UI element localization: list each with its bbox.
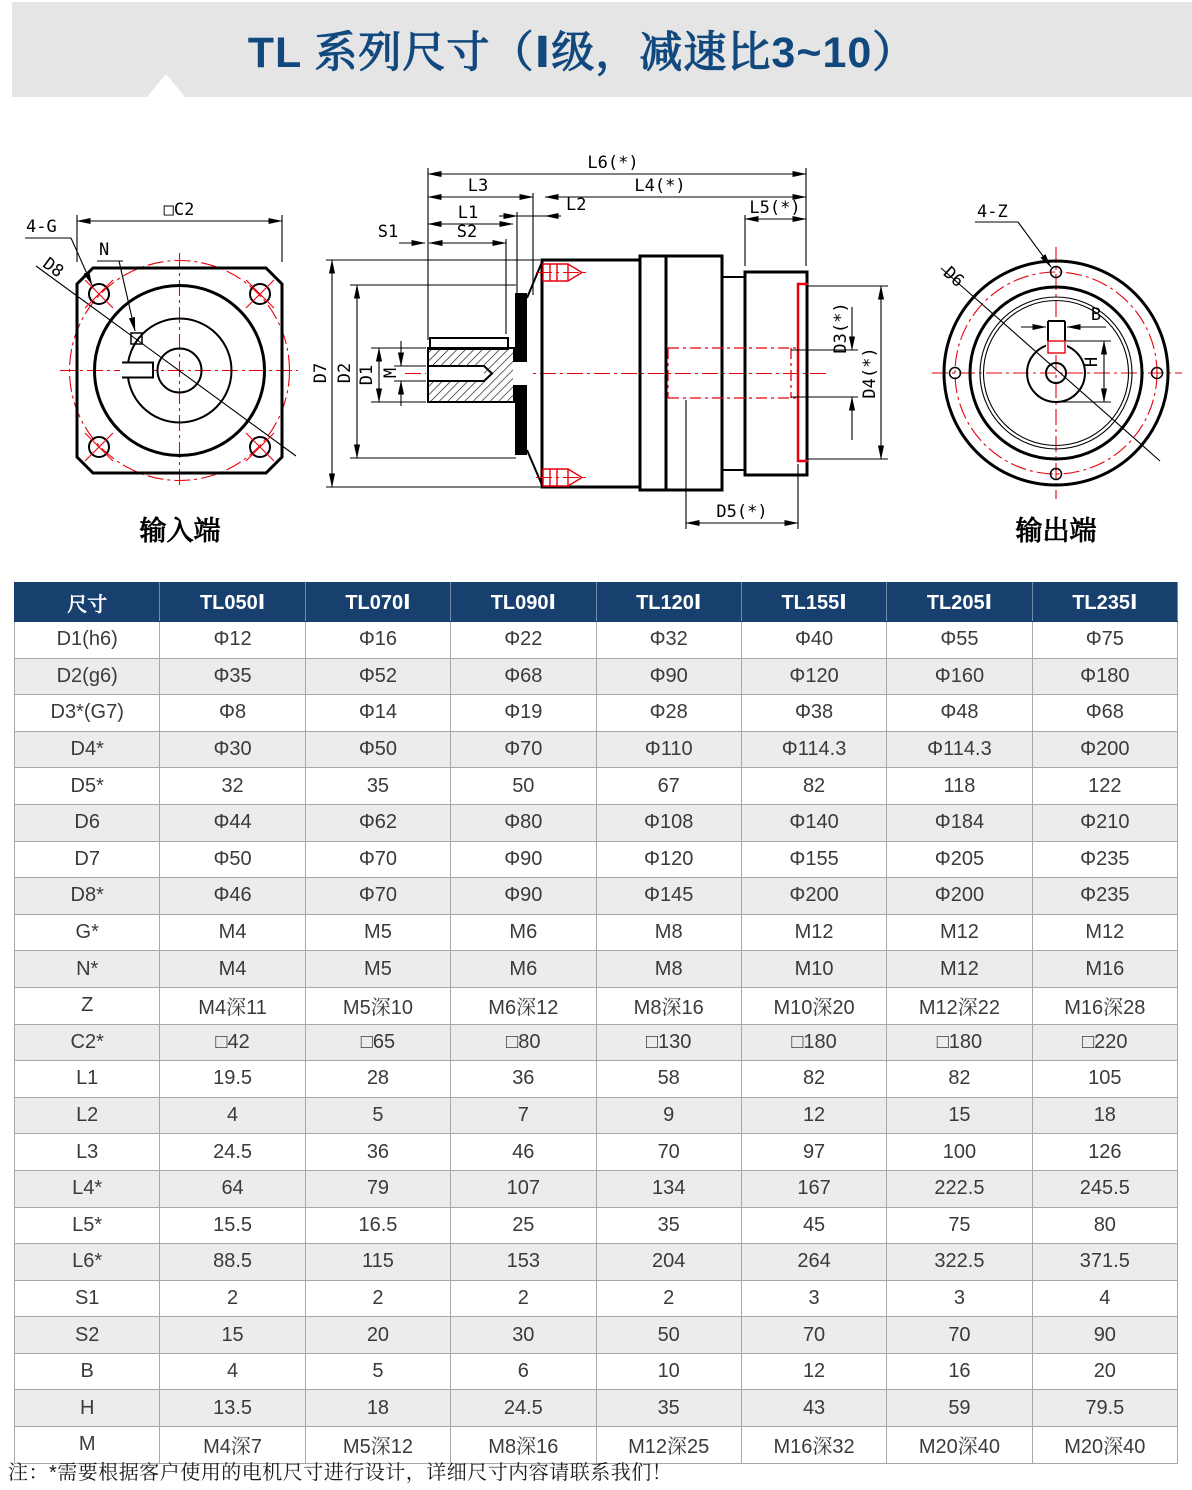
value-cell: 100 xyxy=(887,1134,1032,1171)
value-cell: 43 xyxy=(741,1390,886,1427)
value-cell: Φ30 xyxy=(160,731,305,768)
value-cell: 9 xyxy=(596,1097,741,1134)
value-cell: Φ68 xyxy=(1032,695,1177,732)
value-cell: 88.5 xyxy=(160,1244,305,1281)
dim-label-l3: L3 xyxy=(467,176,489,196)
column-header: 尺寸 xyxy=(15,583,160,622)
table-row xyxy=(15,1244,1178,1281)
value-cell: Φ14 xyxy=(305,695,450,732)
dim-label-l5: L5(*) xyxy=(749,198,801,218)
value-cell: Φ44 xyxy=(160,804,305,841)
value-cell: Φ145 xyxy=(596,878,741,915)
value-cell: 2 xyxy=(596,1280,741,1317)
column-header: TL090Ⅰ xyxy=(451,583,596,622)
output-end-view xyxy=(932,202,1182,547)
value-cell: M8深16 xyxy=(596,987,741,1024)
value-cell: Φ120 xyxy=(741,658,886,695)
value-cell: 15 xyxy=(160,1317,305,1354)
dim-label-d1: D1 xyxy=(357,364,377,386)
value-cell: Φ90 xyxy=(451,878,596,915)
value-cell: M12 xyxy=(887,951,1032,988)
dim-label-d7: D7 xyxy=(311,362,331,384)
technical-drawing xyxy=(0,140,1192,570)
value-cell: 45 xyxy=(741,1207,886,1244)
value-cell: 59 xyxy=(887,1390,1032,1427)
value-cell: Φ68 xyxy=(451,658,596,695)
value-cell: □65 xyxy=(305,1024,450,1061)
value-cell: M6 xyxy=(451,914,596,951)
value-cell: 4 xyxy=(160,1097,305,1134)
row-label: D2(g6) xyxy=(15,658,160,695)
value-cell: Φ160 xyxy=(887,658,1032,695)
row-label: L4* xyxy=(15,1170,160,1207)
keyway-mask xyxy=(1046,320,1067,354)
table-row xyxy=(15,1353,1178,1390)
value-cell: 25 xyxy=(451,1207,596,1244)
value-cell: Φ70 xyxy=(305,841,450,878)
row-label: D5* xyxy=(15,768,160,805)
row-label: S2 xyxy=(15,1317,160,1354)
column-header: TL205Ⅰ xyxy=(887,583,1032,622)
dim-label-c2: □C2 xyxy=(163,200,195,220)
value-cell: Φ52 xyxy=(305,658,450,695)
dimension-table-body xyxy=(15,622,1178,1464)
value-cell: 16.5 xyxy=(305,1207,450,1244)
value-cell: Φ80 xyxy=(451,804,596,841)
value-cell: 18 xyxy=(305,1390,450,1427)
table-row xyxy=(15,731,1178,768)
value-cell: Φ28 xyxy=(596,695,741,732)
value-cell: 20 xyxy=(305,1317,450,1354)
value-cell: Φ35 xyxy=(160,658,305,695)
value-cell: Φ38 xyxy=(741,695,886,732)
row-label: Z xyxy=(15,987,160,1024)
value-cell: M12 xyxy=(741,914,886,951)
value-cell: Φ46 xyxy=(160,878,305,915)
value-cell: Φ235 xyxy=(1032,878,1177,915)
value-cell: 32 xyxy=(160,768,305,805)
dim-label-l4: L4(*) xyxy=(634,176,686,196)
value-cell: M8深16 xyxy=(451,1427,596,1464)
table-row xyxy=(15,1390,1178,1427)
dim-label-l6: L6(*) xyxy=(587,153,639,173)
value-cell: Φ235 xyxy=(1032,841,1177,878)
dimension-table xyxy=(14,582,1178,1464)
row-label: B xyxy=(15,1353,160,1390)
value-cell: 4 xyxy=(1032,1280,1177,1317)
value-cell: □220 xyxy=(1032,1024,1177,1061)
diagonal-line xyxy=(36,266,296,456)
value-cell: M4深11 xyxy=(160,987,305,1024)
value-cell: M5 xyxy=(305,914,450,951)
value-cell: 97 xyxy=(741,1134,886,1171)
dim-label-d6: D6 xyxy=(939,262,968,292)
value-cell: □42 xyxy=(160,1024,305,1061)
value-cell: 105 xyxy=(1032,1061,1177,1098)
value-cell: 10 xyxy=(596,1353,741,1390)
title-bar-notch xyxy=(147,74,185,97)
value-cell: 35 xyxy=(596,1390,741,1427)
value-cell: Φ110 xyxy=(596,731,741,768)
value-cell: 3 xyxy=(741,1280,886,1317)
table-row xyxy=(15,841,1178,878)
row-label: L6* xyxy=(15,1244,160,1281)
value-cell: Φ90 xyxy=(451,841,596,878)
dim-label-s1: S1 xyxy=(377,222,399,242)
dim-label-d5: D5(*) xyxy=(716,502,768,522)
value-cell: M12 xyxy=(1032,914,1177,951)
table-row xyxy=(15,1170,1178,1207)
value-cell: 28 xyxy=(305,1061,450,1098)
dimension-table-head xyxy=(15,583,1178,622)
value-cell: Φ90 xyxy=(596,658,741,695)
set-screw-top xyxy=(536,264,590,281)
column-header: TL235Ⅰ xyxy=(1032,583,1177,622)
value-cell: M16 xyxy=(1032,951,1177,988)
value-cell: M20深40 xyxy=(887,1427,1032,1464)
value-cell: 371.5 xyxy=(1032,1244,1177,1281)
value-cell: Φ210 xyxy=(1032,804,1177,841)
value-cell: Φ19 xyxy=(451,695,596,732)
value-cell: M12深25 xyxy=(596,1427,741,1464)
column-header: TL120Ⅰ xyxy=(596,583,741,622)
value-cell: 126 xyxy=(1032,1134,1177,1171)
dim-label-m: M xyxy=(381,367,401,379)
value-cell: 75 xyxy=(887,1207,1032,1244)
value-cell: 82 xyxy=(741,768,886,805)
value-cell: 264 xyxy=(741,1244,886,1281)
set-screw-bottom xyxy=(536,469,590,486)
value-cell: 204 xyxy=(596,1244,741,1281)
value-cell: 6 xyxy=(451,1353,596,1390)
value-cell: 222.5 xyxy=(887,1170,1032,1207)
keyway-slot-mask xyxy=(120,362,154,378)
value-cell: 79.5 xyxy=(1032,1390,1177,1427)
footer-note: 注：*需要根据客户使用的电机尺寸进行设计，详细尺寸内容请联系我们！ xyxy=(8,1462,673,1484)
table-row xyxy=(15,914,1178,951)
row-label: S1 xyxy=(15,1280,160,1317)
value-cell: 5 xyxy=(305,1097,450,1134)
value-cell: M5深12 xyxy=(305,1427,450,1464)
value-cell: 322.5 xyxy=(887,1244,1032,1281)
value-cell: Φ184 xyxy=(887,804,1032,841)
value-cell: Φ180 xyxy=(1032,658,1177,695)
value-cell: Φ155 xyxy=(741,841,886,878)
value-cell: 35 xyxy=(596,1207,741,1244)
value-cell: □180 xyxy=(887,1024,1032,1061)
value-cell: 58 xyxy=(596,1061,741,1098)
value-cell: 90 xyxy=(1032,1317,1177,1354)
row-label: D6 xyxy=(15,804,160,841)
value-cell: M6深12 xyxy=(451,987,596,1024)
value-cell: 5 xyxy=(305,1353,450,1390)
table-row xyxy=(15,1024,1178,1061)
value-cell: Φ114.3 xyxy=(741,731,886,768)
row-label: L2 xyxy=(15,1097,160,1134)
input-end-caption: 输入端 xyxy=(139,516,221,547)
table-row xyxy=(15,1134,1178,1171)
dim-label-s2: S2 xyxy=(456,222,478,242)
value-cell: 24.5 xyxy=(451,1390,596,1427)
value-cell: 36 xyxy=(305,1134,450,1171)
value-cell: 79 xyxy=(305,1170,450,1207)
table-row xyxy=(15,1207,1178,1244)
value-cell: 122 xyxy=(1032,768,1177,805)
table-row xyxy=(15,1061,1178,1098)
value-cell: M4深7 xyxy=(160,1427,305,1464)
value-cell: M12深22 xyxy=(887,987,1032,1024)
value-cell: 35 xyxy=(305,768,450,805)
dim-label-d3: D3(*) xyxy=(831,302,851,354)
table-row xyxy=(15,622,1178,659)
table-row xyxy=(15,1097,1178,1134)
value-cell: Φ62 xyxy=(305,804,450,841)
value-cell: 30 xyxy=(451,1317,596,1354)
value-cell: 3 xyxy=(887,1280,1032,1317)
table-row xyxy=(15,987,1178,1024)
page-title: TL 系列尺寸（Ⅰ级，减速比3~10） xyxy=(247,29,917,77)
dim-label-4g: 4-G xyxy=(26,217,57,237)
value-cell: M5 xyxy=(305,951,450,988)
cross-section-view xyxy=(311,153,888,529)
value-cell: 115 xyxy=(305,1244,450,1281)
value-cell: 12 xyxy=(741,1097,886,1134)
value-cell: 15 xyxy=(887,1097,1032,1134)
value-cell: 70 xyxy=(741,1317,886,1354)
value-cell: 20 xyxy=(1032,1353,1177,1390)
value-cell: Φ50 xyxy=(160,841,305,878)
input-end-view xyxy=(25,200,298,547)
value-cell: 16 xyxy=(887,1353,1032,1390)
row-label: M xyxy=(15,1427,160,1464)
value-cell: □80 xyxy=(451,1024,596,1061)
row-label: D7 xyxy=(15,841,160,878)
dim-label-h: H xyxy=(1082,356,1102,368)
value-cell: 82 xyxy=(741,1061,886,1098)
row-label: D1(h6) xyxy=(15,622,160,659)
value-cell: Φ16 xyxy=(305,622,450,659)
row-label: L1 xyxy=(15,1061,160,1098)
value-cell: 7 xyxy=(451,1097,596,1134)
value-cell: Φ55 xyxy=(887,622,1032,659)
value-cell: 118 xyxy=(887,768,1032,805)
value-cell: 67 xyxy=(596,768,741,805)
value-cell: 46 xyxy=(451,1134,596,1171)
value-cell: Φ32 xyxy=(596,622,741,659)
value-cell: 64 xyxy=(160,1170,305,1207)
value-cell: □130 xyxy=(596,1024,741,1061)
value-cell: Φ200 xyxy=(1032,731,1177,768)
value-cell: 36 xyxy=(451,1061,596,1098)
value-cell: M16深28 xyxy=(1032,987,1177,1024)
value-cell: Φ108 xyxy=(596,804,741,841)
table-row xyxy=(15,878,1178,915)
value-cell: M12 xyxy=(887,914,1032,951)
value-cell: Φ12 xyxy=(160,622,305,659)
value-cell: Φ40 xyxy=(741,622,886,659)
value-cell: Φ22 xyxy=(451,622,596,659)
value-cell: Φ70 xyxy=(451,731,596,768)
value-cell: M4 xyxy=(160,914,305,951)
value-cell: M6 xyxy=(451,951,596,988)
value-cell: Φ140 xyxy=(741,804,886,841)
value-cell: 15.5 xyxy=(160,1207,305,1244)
value-cell: M8 xyxy=(596,914,741,951)
value-cell: M5深10 xyxy=(305,987,450,1024)
dim-label-4z: 4-Z xyxy=(977,202,1008,222)
dim-label-d8: D8 xyxy=(38,253,68,283)
bore-mask xyxy=(426,366,484,381)
table-row xyxy=(15,804,1178,841)
table-row xyxy=(15,658,1178,695)
value-cell: Φ75 xyxy=(1032,622,1177,659)
table-row xyxy=(15,951,1178,988)
value-cell: Φ48 xyxy=(887,695,1032,732)
value-cell: 80 xyxy=(1032,1207,1177,1244)
row-label: G* xyxy=(15,914,160,951)
dim-label-n: N xyxy=(99,240,110,260)
column-header: TL070Ⅰ xyxy=(305,583,450,622)
value-cell: Φ70 xyxy=(305,878,450,915)
table-row xyxy=(15,695,1178,732)
row-label: L3 xyxy=(15,1134,160,1171)
value-cell: M10深20 xyxy=(741,987,886,1024)
value-cell: 19.5 xyxy=(160,1061,305,1098)
value-cell: Φ50 xyxy=(305,731,450,768)
value-cell: M20深40 xyxy=(1032,1427,1177,1464)
value-cell: Φ8 xyxy=(160,695,305,732)
table-row xyxy=(15,1317,1178,1354)
value-cell: 134 xyxy=(596,1170,741,1207)
value-cell: Φ205 xyxy=(887,841,1032,878)
value-cell: Φ200 xyxy=(741,878,886,915)
output-end-caption: 输出端 xyxy=(1015,516,1097,547)
value-cell: Φ114.3 xyxy=(887,731,1032,768)
row-label: H xyxy=(15,1390,160,1427)
value-cell: 70 xyxy=(596,1134,741,1171)
value-cell: 4 xyxy=(160,1353,305,1390)
dim-label-l2: L2 xyxy=(566,195,587,215)
column-header: TL155Ⅰ xyxy=(741,583,886,622)
row-label: N* xyxy=(15,951,160,988)
table-row xyxy=(15,1280,1178,1317)
row-label: D4* xyxy=(15,731,160,768)
table-row xyxy=(15,768,1178,805)
value-cell: 50 xyxy=(596,1317,741,1354)
value-cell: 2 xyxy=(305,1280,450,1317)
value-cell: 153 xyxy=(451,1244,596,1281)
value-cell: 2 xyxy=(451,1280,596,1317)
value-cell: 245.5 xyxy=(1032,1170,1177,1207)
value-cell: 24.5 xyxy=(160,1134,305,1171)
disc-bore-gap xyxy=(513,362,529,385)
title-bar xyxy=(12,2,1192,97)
row-label: C2* xyxy=(15,1024,160,1061)
dim-label-l1: L1 xyxy=(457,203,479,223)
value-cell: 82 xyxy=(887,1061,1032,1098)
value-cell: M16深32 xyxy=(741,1427,886,1464)
value-cell: M10 xyxy=(741,951,886,988)
row-label: L5* xyxy=(15,1207,160,1244)
value-cell: M8 xyxy=(596,951,741,988)
column-header: TL050Ⅰ xyxy=(160,583,305,622)
value-cell: M4 xyxy=(160,951,305,988)
value-cell: Φ120 xyxy=(596,841,741,878)
dim-label-d2: D2 xyxy=(335,362,355,384)
row-label: D8* xyxy=(15,878,160,915)
value-cell: Φ200 xyxy=(887,878,1032,915)
value-cell: 12 xyxy=(741,1353,886,1390)
value-cell: 2 xyxy=(160,1280,305,1317)
dim-label-d4: D4(*) xyxy=(860,347,880,399)
row-label: D3*(G7) xyxy=(15,695,160,732)
value-cell: 70 xyxy=(887,1317,1032,1354)
value-cell: 50 xyxy=(451,768,596,805)
value-cell: 107 xyxy=(451,1170,596,1207)
value-cell: □180 xyxy=(741,1024,886,1061)
dim-label-b: B xyxy=(1090,305,1102,325)
value-cell: 167 xyxy=(741,1170,886,1207)
value-cell: 18 xyxy=(1032,1097,1177,1134)
value-cell: 13.5 xyxy=(160,1390,305,1427)
